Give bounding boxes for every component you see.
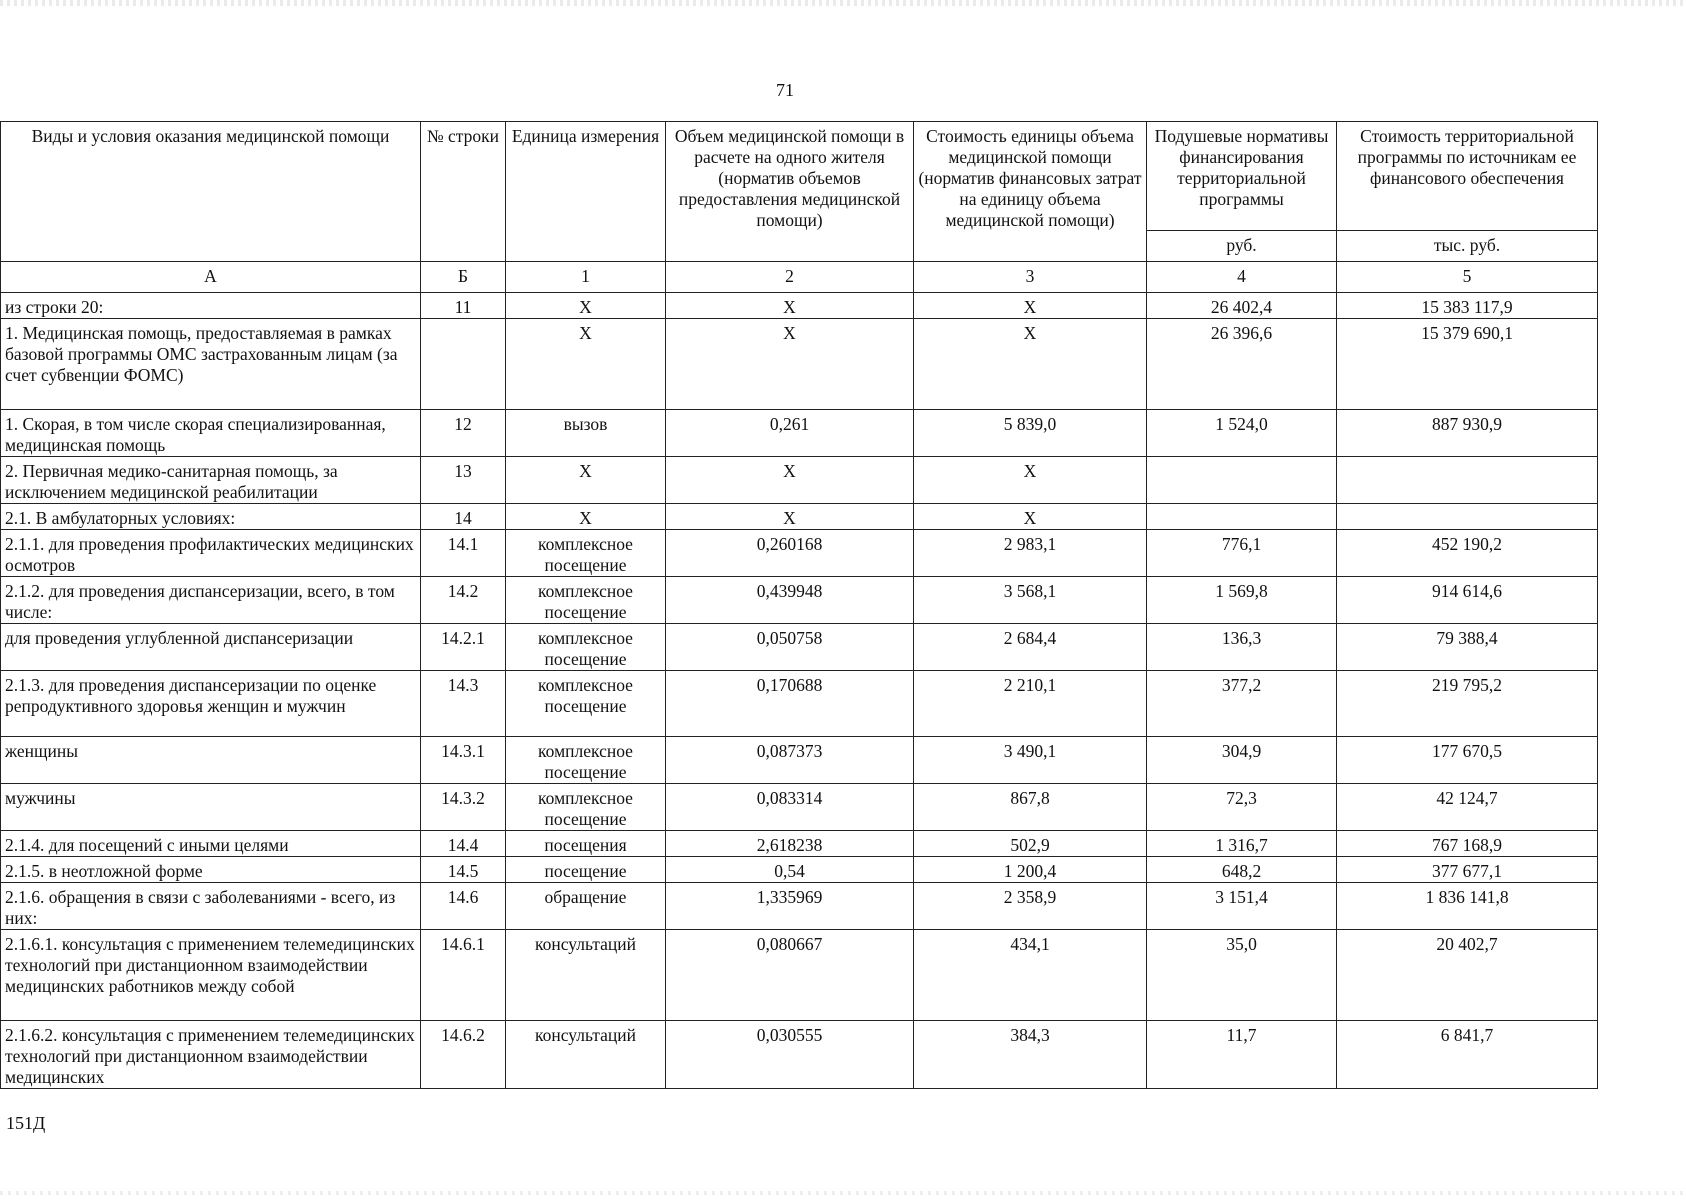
row-per-capita-cell: 304,9 <box>1147 737 1337 784</box>
row-name-cell: 2.1.1. для проведения профилактических медицинских осмотров <box>1 530 421 577</box>
index-cell: А <box>1 262 421 293</box>
row-unit-cell: консультаций <box>506 1021 666 1089</box>
financing-table <box>0 121 1598 1089</box>
scan-edge-bottom <box>0 1191 1686 1195</box>
row-number-cell: 14 <box>421 504 506 530</box>
row-cost-cell: 502,9 <box>914 831 1147 857</box>
row-unit-cell: X <box>506 293 666 319</box>
table-row <box>1 624 1598 671</box>
row-volume-cell: X <box>666 319 914 410</box>
table-row <box>1 930 1598 1021</box>
index-cell: 1 <box>506 262 666 293</box>
row-cost-cell: 3 568,1 <box>914 577 1147 624</box>
row-number-cell: 14.2 <box>421 577 506 624</box>
header-col-b: № строки <box>421 122 506 262</box>
row-number-cell: 13 <box>421 457 506 504</box>
index-cell: 5 <box>1337 262 1598 293</box>
row-unit-cell: комплексное посещение <box>506 671 666 737</box>
row-number-cell: 11 <box>421 293 506 319</box>
row-name-cell: женщины <box>1 737 421 784</box>
row-cost-cell: 2 684,4 <box>914 624 1147 671</box>
row-number-cell: 14.3.1 <box>421 737 506 784</box>
row-total-cell: 79 388,4 <box>1337 624 1598 671</box>
header-col-a: Виды и условия оказания медицинской помощи <box>1 122 421 262</box>
row-volume-cell: 0,439948 <box>666 577 914 624</box>
row-per-capita-cell: 1 316,7 <box>1147 831 1337 857</box>
row-name-cell: 2. Первичная медико-санитарная помощь, за исключением медицинской реабилитации <box>1 457 421 504</box>
row-volume-cell: X <box>666 293 914 319</box>
index-cell: 3 <box>914 262 1147 293</box>
row-volume-cell: 0,170688 <box>666 671 914 737</box>
row-unit-cell: посещения <box>506 831 666 857</box>
row-number-cell: 14.4 <box>421 831 506 857</box>
row-per-capita-cell: 776,1 <box>1147 530 1337 577</box>
row-cost-cell: 5 839,0 <box>914 410 1147 457</box>
scan-edge-top <box>0 0 1686 6</box>
table-row <box>1 504 1598 530</box>
index-cell: 4 <box>1147 262 1337 293</box>
row-name-cell: 2.1.3. для проведения диспансеризации по оценке репродуктивного здоровья женщин и мужчин <box>1 671 421 737</box>
row-name-cell: для проведения углубленной диспансеризации <box>1 624 421 671</box>
row-volume-cell: X <box>666 504 914 530</box>
table-row <box>1 857 1598 883</box>
row-unit-cell: консультаций <box>506 930 666 1021</box>
row-per-capita-cell <box>1147 504 1337 530</box>
row-name-cell: 1. Медицинская помощь, предоставляемая в рамках базовой программы ОМС застрахованным лицам (за счет субвенции ФОМС) <box>1 319 421 410</box>
row-total-cell: 219 795,2 <box>1337 671 1598 737</box>
table-row <box>1 784 1598 831</box>
row-name-cell: 2.1.2. для проведения диспансеризации, всего, в том числе: <box>1 577 421 624</box>
row-unit-cell: вызов <box>506 410 666 457</box>
row-name-cell: 2.1.6. обращения в связи с заболеваниями - всего, из них: <box>1 883 421 930</box>
row-unit-cell: посещение <box>506 857 666 883</box>
row-volume-cell: 0,083314 <box>666 784 914 831</box>
row-cost-cell: 2 983,1 <box>914 530 1147 577</box>
row-per-capita-cell: 3 151,4 <box>1147 883 1337 930</box>
row-number-cell: 14.2.1 <box>421 624 506 671</box>
row-unit-cell: X <box>506 457 666 504</box>
row-per-capita-cell: 11,7 <box>1147 1021 1337 1089</box>
table-row <box>1 671 1598 737</box>
row-total-cell: 452 190,2 <box>1337 530 1598 577</box>
row-number-cell <box>421 319 506 410</box>
row-volume-cell: 0,260168 <box>666 530 914 577</box>
unit-col-5: тыс. руб. <box>1337 231 1598 262</box>
row-volume-cell: 0,050758 <box>666 624 914 671</box>
row-per-capita-cell: 136,3 <box>1147 624 1337 671</box>
page-number: 71 <box>776 80 794 100</box>
row-number-cell: 12 <box>421 410 506 457</box>
row-cost-cell: X <box>914 319 1147 410</box>
table-row <box>1 530 1598 577</box>
row-total-cell: 177 670,5 <box>1337 737 1598 784</box>
header-col-2: Объем медицинской помощи в расчете на одного жителя (норматив объемов предоставления медицинской помощи) <box>666 122 914 262</box>
header-col-4: Подушевые нормативы финансирования территориальной программы <box>1147 122 1337 231</box>
row-cost-cell: 1 200,4 <box>914 857 1147 883</box>
row-total-cell: 20 402,7 <box>1337 930 1598 1021</box>
header-col-5: Стоимость территориальной программы по источникам ее финансового обеспечения <box>1337 122 1598 231</box>
row-per-capita-cell: 72,3 <box>1147 784 1337 831</box>
header-row <box>1 122 1598 231</box>
row-volume-cell: 1,335969 <box>666 883 914 930</box>
row-number-cell: 14.1 <box>421 530 506 577</box>
table-row <box>1 1021 1598 1089</box>
row-number-cell: 14.3.2 <box>421 784 506 831</box>
row-cost-cell: X <box>914 504 1147 530</box>
table-row <box>1 737 1598 784</box>
unit-col-4: руб. <box>1147 231 1337 262</box>
row-cost-cell: 3 490,1 <box>914 737 1147 784</box>
row-unit-cell: комплексное посещение <box>506 530 666 577</box>
row-unit-cell: комплексное посещение <box>506 624 666 671</box>
table-row <box>1 457 1598 504</box>
row-name-cell: 2.1.6.1. консультация с применением телемедицинских технологий при дистанционном взаимодействии медицинских работников между собой <box>1 930 421 1021</box>
row-number-cell: 14.5 <box>421 857 506 883</box>
row-number-cell: 14.3 <box>421 671 506 737</box>
row-cost-cell: 2 358,9 <box>914 883 1147 930</box>
row-name-cell: 2.1. В амбулаторных условиях: <box>1 504 421 530</box>
row-unit-cell: комплексное посещение <box>506 577 666 624</box>
row-volume-cell: 0,080667 <box>666 930 914 1021</box>
row-total-cell: 377 677,1 <box>1337 857 1598 883</box>
row-cost-cell: X <box>914 293 1147 319</box>
row-volume-cell: 0,261 <box>666 410 914 457</box>
row-name-cell: 2.1.6.2. консультация с применением телемедицинских технологий при дистанционном взаимодействии медицинских <box>1 1021 421 1089</box>
index-cell: Б <box>421 262 506 293</box>
row-per-capita-cell: 1 569,8 <box>1147 577 1337 624</box>
row-total-cell: 914 614,6 <box>1337 577 1598 624</box>
row-total-cell <box>1337 504 1598 530</box>
row-total-cell: 767 168,9 <box>1337 831 1598 857</box>
table-row <box>1 831 1598 857</box>
row-total-cell: 887 930,9 <box>1337 410 1598 457</box>
row-volume-cell: 0,54 <box>666 857 914 883</box>
row-cost-cell: 384,3 <box>914 1021 1147 1089</box>
row-cost-cell: 867,8 <box>914 784 1147 831</box>
row-number-cell: 14.6.1 <box>421 930 506 1021</box>
row-name-cell: 2.1.4. для посещений с иными целями <box>1 831 421 857</box>
row-unit-cell: комплексное посещение <box>506 737 666 784</box>
row-per-capita-cell: 648,2 <box>1147 857 1337 883</box>
row-total-cell: 15 383 117,9 <box>1337 293 1598 319</box>
row-per-capita-cell: 26 396,6 <box>1147 319 1337 410</box>
row-name-cell: 1. Скорая, в том числе скорая специализированная, медицинская помощь <box>1 410 421 457</box>
index-cell: 2 <box>666 262 914 293</box>
table-row <box>1 293 1598 319</box>
row-unit-cell: X <box>506 504 666 530</box>
row-total-cell: 1 836 141,8 <box>1337 883 1598 930</box>
table-row <box>1 883 1598 930</box>
row-unit-cell: комплексное посещение <box>506 784 666 831</box>
row-cost-cell: 2 210,1 <box>914 671 1147 737</box>
row-name-cell: из строки 20: <box>1 293 421 319</box>
footer-code: 151Д <box>6 1113 46 1133</box>
row-volume-cell: 0,030555 <box>666 1021 914 1089</box>
row-per-capita-cell: 26 402,4 <box>1147 293 1337 319</box>
row-volume-cell: 2,618238 <box>666 831 914 857</box>
row-unit-cell: обращение <box>506 883 666 930</box>
table-body <box>1 293 1598 1089</box>
row-total-cell <box>1337 457 1598 504</box>
row-name-cell: мужчины <box>1 784 421 831</box>
row-cost-cell: 434,1 <box>914 930 1147 1021</box>
table-row <box>1 577 1598 624</box>
row-total-cell: 6 841,7 <box>1337 1021 1598 1089</box>
row-unit-cell: X <box>506 319 666 410</box>
row-number-cell: 14.6 <box>421 883 506 930</box>
row-cost-cell: X <box>914 457 1147 504</box>
row-total-cell: 15 379 690,1 <box>1337 319 1598 410</box>
header-col-1: Единица измерения <box>506 122 666 262</box>
table-row <box>1 410 1598 457</box>
header-col-3: Стоимость единицы объема медицинской помощи (норматив финансовых затрат на единицу объема медицинской помощи) <box>914 122 1147 262</box>
index-row <box>1 262 1598 293</box>
row-volume-cell: X <box>666 457 914 504</box>
row-per-capita-cell: 377,2 <box>1147 671 1337 737</box>
table-row <box>1 319 1598 410</box>
row-per-capita-cell <box>1147 457 1337 504</box>
row-total-cell: 42 124,7 <box>1337 784 1598 831</box>
row-name-cell: 2.1.5. в неотложной форме <box>1 857 421 883</box>
row-number-cell: 14.6.2 <box>421 1021 506 1089</box>
row-per-capita-cell: 1 524,0 <box>1147 410 1337 457</box>
row-volume-cell: 0,087373 <box>666 737 914 784</box>
row-per-capita-cell: 35,0 <box>1147 930 1337 1021</box>
